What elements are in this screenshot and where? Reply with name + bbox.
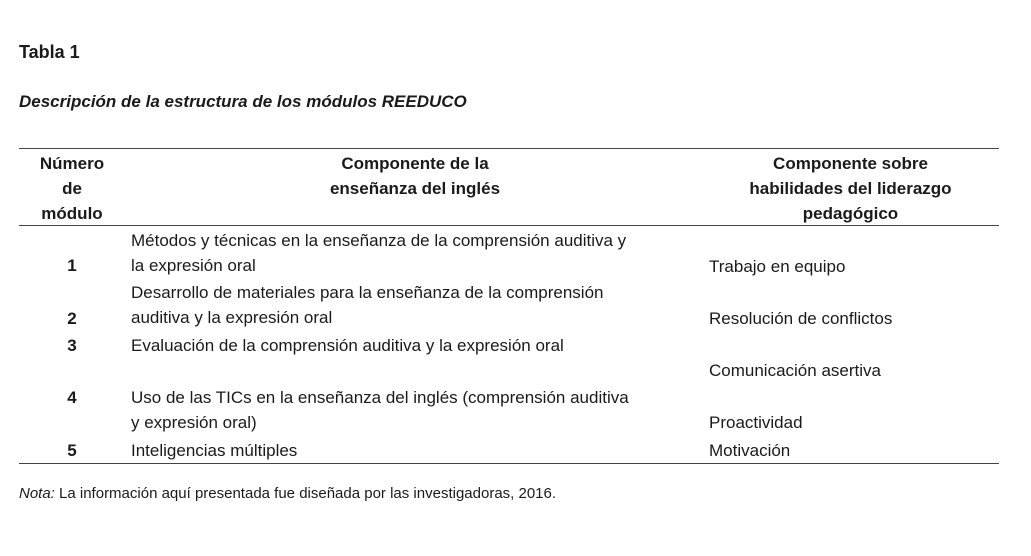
- row-2-module-number: 2: [67, 309, 77, 328]
- row-1-module-number: 1: [67, 256, 77, 275]
- row-4-leadership: Proactividad: [709, 413, 803, 432]
- row-1-component-line-1: Métodos y técnicas en la enseñanza de la comprensión auditiva y: [131, 231, 627, 250]
- row-2-component-line-1: Desarrollo de materiales para la enseñanza de la comprensión: [131, 283, 604, 302]
- header-english-component: [130, 151, 700, 201]
- header-leadership-component: [702, 151, 999, 226]
- row-4-module-number: 4: [67, 388, 77, 407]
- row-5-component-line-1: Inteligencias múltiples: [131, 441, 298, 460]
- row-3-module-number: 3: [67, 336, 77, 355]
- header-line: de: [62, 179, 82, 198]
- row-5-module-number: 5: [67, 441, 77, 460]
- row-1-component-line-2: la expresión oral: [131, 256, 256, 275]
- header-line: habilidades del liderazgo: [749, 179, 952, 198]
- header-line: Componente de la: [341, 154, 489, 173]
- header-line: pedagógico: [802, 204, 899, 223]
- table-bottom-rule: [19, 463, 999, 464]
- header-module-number: [19, 151, 125, 226]
- table-note: [19, 484, 556, 504]
- row-4-component-line-2: y expresión oral): [131, 413, 257, 432]
- header-line: enseñanza del inglés: [329, 179, 501, 198]
- table-top-rule: [19, 148, 999, 149]
- row-5-leadership: Motivación: [709, 441, 791, 460]
- note-text: La información aquí presentada fue diseñada por las investigadoras, 2016.: [54, 485, 557, 502]
- row-1-leadership: Trabajo en equipo: [709, 257, 846, 276]
- table-label: Tabla 1: [19, 42, 80, 62]
- note-label: Nota:: [19, 485, 55, 502]
- row-2-component-line-2: auditiva y la expresión oral: [131, 308, 333, 327]
- header-line: Componente sobre: [773, 154, 928, 173]
- row-3-component-line-1: Evaluación de la comprensión auditiva y la expresión oral: [131, 336, 564, 355]
- header-line: módulo: [41, 204, 103, 223]
- header-bottom-rule: [19, 225, 999, 226]
- row-2-leadership: Resolución de conflictos: [709, 309, 893, 328]
- header-line: Número: [39, 154, 105, 173]
- row-4-component-line-1: Uso de las TICs en la enseñanza del inglés (comprensión auditiva: [131, 388, 629, 407]
- row-3-leadership: Comunicación asertiva: [709, 361, 881, 380]
- table-title: Descripción de la estructura de los módulos REEDUCO: [19, 92, 467, 111]
